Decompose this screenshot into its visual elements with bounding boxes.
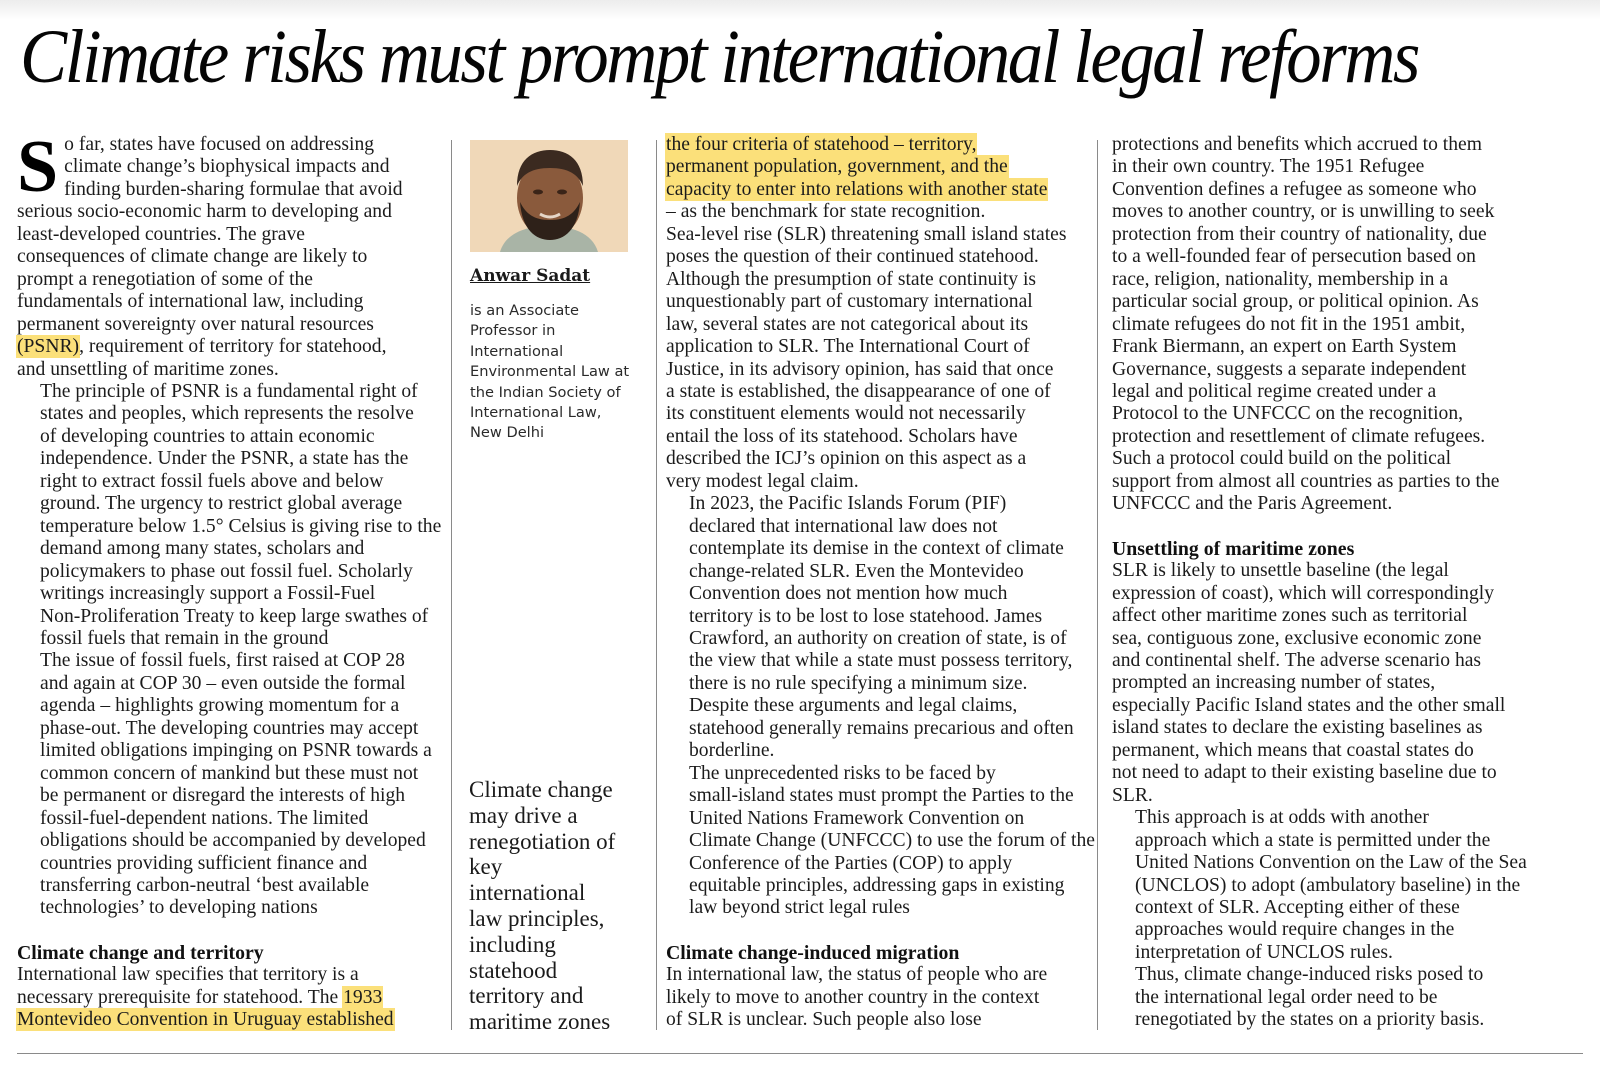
body-paragraph [1112, 964, 1532, 1031]
text-line: international [469, 880, 586, 906]
text-line: transferring carbon-neutral ‘best available [40, 874, 370, 896]
text-line: very modest legal claim. [666, 470, 859, 492]
author-bio [470, 301, 640, 444]
body-paragraph [666, 762, 1095, 920]
text-line: Environmental Law at [470, 363, 630, 381]
text-line: protection and resettlement of climate refugees. [1112, 425, 1486, 447]
text-line: – as the benchmark for state recognition. [666, 201, 986, 223]
text-line: The unprecedented risks to be faced by [689, 762, 996, 784]
article-column-3 [666, 134, 1095, 1032]
text-line: context of SLR. Accepting either of these [1135, 896, 1460, 918]
text-line: poses the question of their continued statehood. [666, 246, 1039, 268]
text-line [17, 336, 442, 358]
text-line: UNFCCC and the Paris Agreement. [1112, 493, 1393, 515]
text-line: phase-out. The developing countries may accept [40, 717, 419, 739]
text-line: climate change’s biophysical impacts and [64, 156, 390, 178]
text-line: especially Pacific Island states and the other small [1112, 694, 1506, 716]
text-line: Convention does not mention how much [689, 583, 1008, 605]
text-line: Thus, climate change-induced risks posed to [1135, 964, 1484, 986]
text-line: In 2023, the Pacific Islands Forum (PIF) [689, 493, 1007, 515]
text-line: entail the loss of its statehood. Scholars have [666, 425, 1018, 447]
text-line: territory is to be lost to lose statehood. James [689, 605, 1043, 627]
text-line: permanent, which means that coastal states do [1112, 739, 1474, 761]
text-line: Conference of the Parties (COP) to apply [689, 852, 1013, 874]
text-line: Justice, in its advisory opinion, has said that once [666, 358, 1054, 380]
text-line: application to SLR. The International Court of [666, 336, 1030, 358]
text-line: small-island states must prompt the Parties to the [689, 785, 1074, 807]
highlighted-text: Montevideo Convention in Uruguay established [17, 1009, 394, 1031]
text-line: unquestionably part of customary international [666, 291, 1033, 313]
text-line: Despite these arguments and legal claims, [689, 695, 1018, 717]
text-line: least-developed countries. The grave [17, 223, 305, 245]
text-line: the international legal order need to be [1135, 986, 1438, 1008]
bottom-rule [17, 1053, 1583, 1054]
text-line: o far, states have focused on addressing [64, 134, 375, 155]
text-line: legal and political regime created under a [1112, 380, 1437, 402]
text-line: and unsettling of maritime zones. [17, 358, 279, 380]
text-line: climate refugees do not fit in the 1951 ambit, [1112, 313, 1466, 335]
text-line: support from almost all countries as parties to the [1112, 470, 1500, 492]
article-column-1 [17, 126, 442, 1032]
text-line: likely to move to another country in the context [666, 986, 1040, 1008]
text-line: consequences of climate change are likely to [17, 246, 368, 268]
body-paragraph [666, 964, 1084, 1031]
text-line: be permanent or disregard the interests of high [40, 785, 406, 807]
highlighted-text: the four criteria of statehood – territory, [666, 134, 977, 155]
text-line: Non-Proliferation Treaty to keep large swathes of [40, 605, 429, 627]
text-line: common concern of mankind but these must not [40, 762, 419, 784]
text-line: may drive a [469, 802, 578, 828]
section-subhead: Climate change and territory [17, 941, 264, 964]
text-line: declared that international law does not [689, 515, 998, 537]
highlighted-text: (PSNR) [17, 336, 80, 358]
text-line: expression of coast), which will correspondingly [1112, 582, 1494, 604]
text-line: fossil fuels that remain in the ground [40, 627, 329, 649]
text-line: maritime zones [469, 1009, 611, 1035]
text-line: Sea-level rise (SLR) threatening small island states [666, 223, 1067, 245]
body-paragraph [1112, 134, 1532, 516]
text-fragment: necessary prerequisite for statehood. The [17, 986, 344, 1008]
text-line: renegotiation of [469, 828, 616, 854]
text-line: right to extract fossil fuels above and below [40, 470, 384, 492]
text-line: limited obligations impinging on PSNR towards a [40, 740, 432, 762]
body-paragraph [1112, 807, 1532, 964]
text-line: prompted an increasing number of states, [1112, 672, 1436, 694]
text-line: protections and benefits which accrued to them [1112, 134, 1482, 155]
text-line: approaches would require changes in the [1135, 919, 1455, 941]
text-line: in their own country. The 1951 Refugee [1112, 156, 1425, 178]
text-line: In international law, the status of people who are [666, 964, 1048, 986]
text-line: described the ICJ’s opinion on this aspect as a [666, 448, 1027, 470]
text-line: including [469, 931, 556, 957]
author-name[interactable]: Anwar Sadat [470, 266, 591, 286]
text-line: to a well-founded fear of persecution based on [1112, 246, 1476, 268]
column-divider [1097, 140, 1098, 1030]
text-line: agenda – highlights growing momentum for a [40, 695, 400, 717]
section-subhead: Climate change-induced migration [666, 941, 960, 964]
text-line: obligations should be accompanied by developed [40, 830, 426, 852]
text-line: equitable principles, addressing gaps in existing [689, 874, 1065, 896]
text-line: International law specifies that territory is a [17, 964, 359, 986]
article-headline: Climate risks must prompt international legal reforms [20, 15, 1419, 99]
body-paragraph [17, 964, 442, 1031]
text-line: of SLR is unclear. Such people also lose [666, 1009, 982, 1031]
author-photo [470, 140, 628, 252]
text-line: (UNCLOS) to adopt (ambulatory baseline) in the [1135, 874, 1521, 896]
text-line: protection from their country of nationality, due [1112, 223, 1487, 245]
text-line: law beyond strict legal rules [689, 897, 910, 919]
text-line: approach which a state is permitted under the [1135, 829, 1491, 851]
body-paragraph [666, 201, 1084, 493]
text-line: Professor in [470, 322, 556, 340]
text-line: of developing countries to attain economic [40, 425, 375, 447]
text-line: the view that while a state must possess territory, [689, 650, 1073, 672]
text-line: island states to declare the existing baselines as [1112, 717, 1483, 739]
body-paragraph [17, 381, 442, 650]
text-line: contemplate its demise in the context of climate [689, 538, 1064, 560]
text-line: fossil-fuel-dependent nations. The limited [40, 807, 369, 829]
text-line: Convention defines a refugee as someone who [1112, 178, 1477, 200]
text-line: the Indian Society of [470, 383, 621, 401]
text-line: International Law, [470, 404, 602, 422]
text-line: fundamentals of international law, including [17, 291, 364, 313]
section-subhead: Unsettling of maritime zones [1112, 537, 1355, 560]
text-line: SLR. [1112, 784, 1153, 806]
text-line: territory and [469, 983, 584, 1009]
text-line: This approach is at odds with another [1135, 807, 1429, 829]
text-line: Such a protocol could build on the political [1112, 448, 1452, 470]
article-column-4 [1112, 134, 1532, 1032]
text-line: temperature below 1.5° Celsius is giving rise to the [40, 515, 442, 537]
text-line: Climate change [469, 777, 613, 802]
text-line: countries providing sufficient finance and [40, 852, 368, 874]
text-line: Crawford, an authority on creation of state, is of [689, 627, 1067, 649]
text-line: technologies’ to developing nations [40, 897, 318, 919]
text-line: sea, contiguous zone, exclusive economic zone [1112, 627, 1482, 649]
body-paragraph [666, 493, 1084, 762]
text-line: law, several states are not categorical about its [666, 313, 1029, 335]
text-line [17, 987, 442, 1009]
highlighted-text: 1933 [343, 986, 383, 1008]
drop-cap: S [17, 126, 59, 208]
text-line: law principles, [469, 905, 605, 931]
text-line: Frank Biermann, an expert on Earth System [1112, 336, 1457, 358]
text-line: prompt a renegotiation of some of the [17, 268, 314, 290]
text-line: New Delhi [470, 424, 545, 442]
text-line: The principle of PSNR is a fundamental right of [40, 380, 418, 402]
intro-paragraph [17, 126, 442, 381]
text-line: finding burden-sharing formulae that avoid [64, 178, 403, 200]
text-line: and again at COP 30 – even outside the formal [40, 672, 406, 694]
text-line: renegotiated by the states on a priority basis. [1135, 1009, 1485, 1031]
text-line [666, 156, 1084, 178]
text-line: interpretation of UNCLOS rules. [1135, 941, 1393, 963]
text-line: change-related SLR. Even the Montevideo [689, 560, 1024, 582]
text-line [666, 134, 1084, 156]
text-line: permanent sovereignty over natural resources [17, 313, 374, 335]
text-line: its constituent elements would not necessarily [666, 403, 1026, 425]
text-line: there is no rule specifying a minimum size. [689, 672, 1028, 694]
author-portrait-icon [470, 140, 628, 252]
text-line: ground. The urgency to restrict global average [40, 493, 403, 515]
text-line: writings increasingly support a Fossil-Fuel [40, 583, 376, 605]
text-line: policymakers to phase out fossil fuel. Scholarly [40, 560, 413, 582]
text-line: a state is established, the disappearance of one of [666, 380, 1051, 402]
text-line: International [470, 342, 564, 360]
text-line: Protocol to the UNFCCC on the recognition, [1112, 403, 1464, 425]
body-paragraph [17, 650, 442, 919]
text-line: key [469, 854, 503, 880]
text-line: statehood generally remains precarious and often [689, 717, 1074, 739]
text-line: affect other maritime zones such as territorial [1112, 605, 1468, 627]
text-line: moves to another country, or is unwilling to seek [1112, 201, 1495, 223]
text-line: race, religion, nationality, membership in a [1112, 268, 1449, 290]
pull-quote [469, 777, 644, 1035]
text-line: is an Associate [470, 302, 579, 319]
text-line: independence. Under the PSNR, a state has the [40, 448, 409, 470]
text-line: serious socio-economic harm to developing and [17, 201, 392, 223]
text-line: United Nations Framework Convention on [689, 807, 1025, 829]
text-line: particular social group, or political opinion. As [1112, 291, 1479, 313]
text-fragment: , requirement of territory for statehood, [79, 336, 387, 358]
text-line [17, 1009, 442, 1031]
text-line [666, 179, 1084, 201]
text-line: demand among many states, scholars and [40, 538, 365, 560]
text-line: Although the presumption of state continuity is [666, 268, 1037, 290]
highlighted-text: capacity to enter into relations with another state [666, 178, 1048, 200]
text-line: SLR is likely to unsettle baseline (the legal [1112, 560, 1449, 582]
text-line: statehood [469, 957, 558, 983]
body-paragraph [1112, 560, 1532, 807]
text-line: not need to adapt to their existing baseline due to [1112, 762, 1497, 784]
highlighted-paragraph [666, 134, 1084, 201]
column-divider [656, 140, 657, 1030]
column-divider [451, 140, 452, 1030]
text-line: United Nations Convention on the Law of the Sea [1135, 852, 1527, 874]
text-line: Governance, suggests a separate independent [1112, 358, 1467, 380]
text-line: The issue of fossil fuels, first raised at COP 28 [40, 650, 405, 672]
text-line: and continental shelf. The adverse scenario has [1112, 649, 1482, 671]
highlighted-text: permanent population, government, and the [666, 156, 1008, 178]
text-line: states and peoples, which represents the resolve [40, 403, 414, 425]
text-line: Climate Change (UNFCCC) to use the forum of the [689, 830, 1095, 852]
text-line: borderline. [689, 740, 775, 762]
